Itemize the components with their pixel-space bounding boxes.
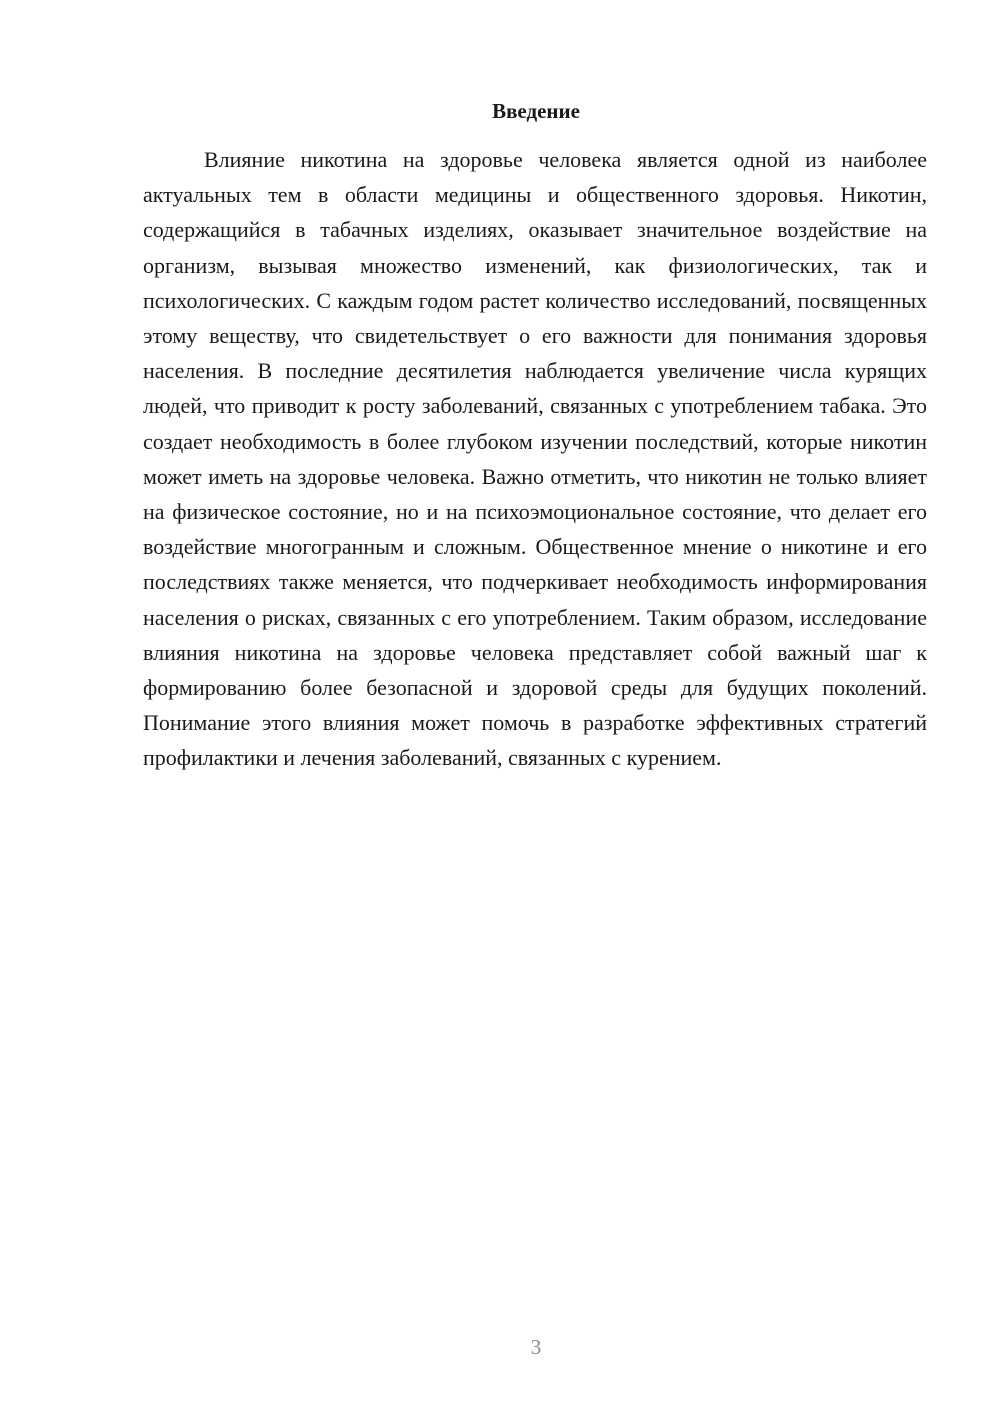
page-number: 3 bbox=[530, 1335, 542, 1359]
section-title: Введение bbox=[492, 99, 580, 123]
body-paragraph: Влияние никотина на здоровье человека является одной из наиболее актуальных тем в области медицины и общественного здоровья. Никотин, содержащийся в табачных изделиях, оказывает значительное воздействие на организм, вызывая множество изменений, как физиологических, так и психологических. С каждым годом растет количество исследований, посвященных этому веществу, что свидетельствует о его важности для понимания здоровья населения. В последние десятилетия наблюдается увеличение числа курящих людей, что приводит к росту заболеваний, связанных с употреблением табака. Это создает необходимость в более глубоком изучении последствий, которые никотин может иметь на здоровье человека. Важно отметить, что никотин не только влияет на физическое состояние, но и на психоэмоциональное состояние, что делает его воздействие многогранным и сложным. Общественное мнение о никотине и его последствиях также меняется, что подчеркивает необходимость информирования населения о рисках, связанных с его употреблением. Таким образом, исследование влияния никотина на здоровье человека представляет собой важный шаг к формированию более безопасной и здоровой среды для будущих поколений. Понимание этого влияния может помочь в разработке эффективных стратегий профилактики и лечения заболеваний, связанных с курением. bbox=[143, 147, 927, 771]
